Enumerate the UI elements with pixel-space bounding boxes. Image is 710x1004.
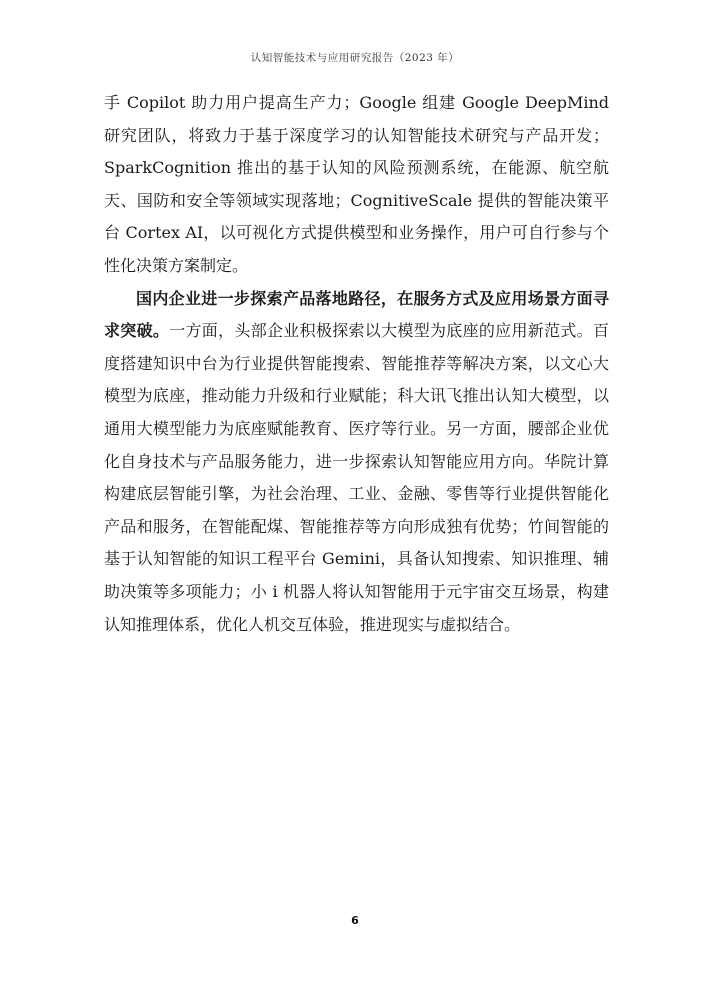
page-header: 认知智能技术与应用研究报告（2023 年）: [250, 52, 460, 64]
document-body: [104, 87, 609, 641]
paragraph-lead-sentence: 国内企业进一步探索产品落地路径，在服务方式及应用场景方面寻求突破。: [104, 288, 609, 341]
paragraph: 手 Copilot 助力用户提高生产力；Google 组建 Google DeepMind 研究团队，将致力于基于深度学习的认知智能技术研究与产品开发；SparkCognition 推出的基于认知的风险预测系统，在能源、航空航天、国防和安全等领域实现落地；CognitiveScale 提供的智能决策平台 Cortex AI，以可视化方式提供模型和业务操作，用户可自行参与个性化决策方案制定。: [104, 93, 609, 275]
paragraph-text: 一方面，头部企业积极探索以大模型为底座的应用新范式。百度搭建知识中台为行业提供智能搜索、智能推荐等解决方案，以文心大模型为底座，推动能力升级和行业赋能；科大讯飞推出认知大模型，以通用大模型能力为底座赋能教育、医疗等行业。另一方面，腰部企业优化自身技术与产品服务能力，进一步探索认知智能应用方向。华院计算构建底层智能引擎，为社会治理、工业、金融、零售等行业提供智能化产品和服务，在智能配煤、智能推荐等方向形成独有优势；竹间智能的基于认知智能的知识工程平台 Gemini，具备认知搜索、知识推理、辅助决策等多项能力；小 i 机器人将认知智能用于元宇宙交互场景，构建认知推理体系，优化人机交互体验，推进现实与虚拟结合。: [104, 321, 609, 634]
paragraph: [104, 283, 609, 642]
page-number: 6: [351, 914, 359, 927]
